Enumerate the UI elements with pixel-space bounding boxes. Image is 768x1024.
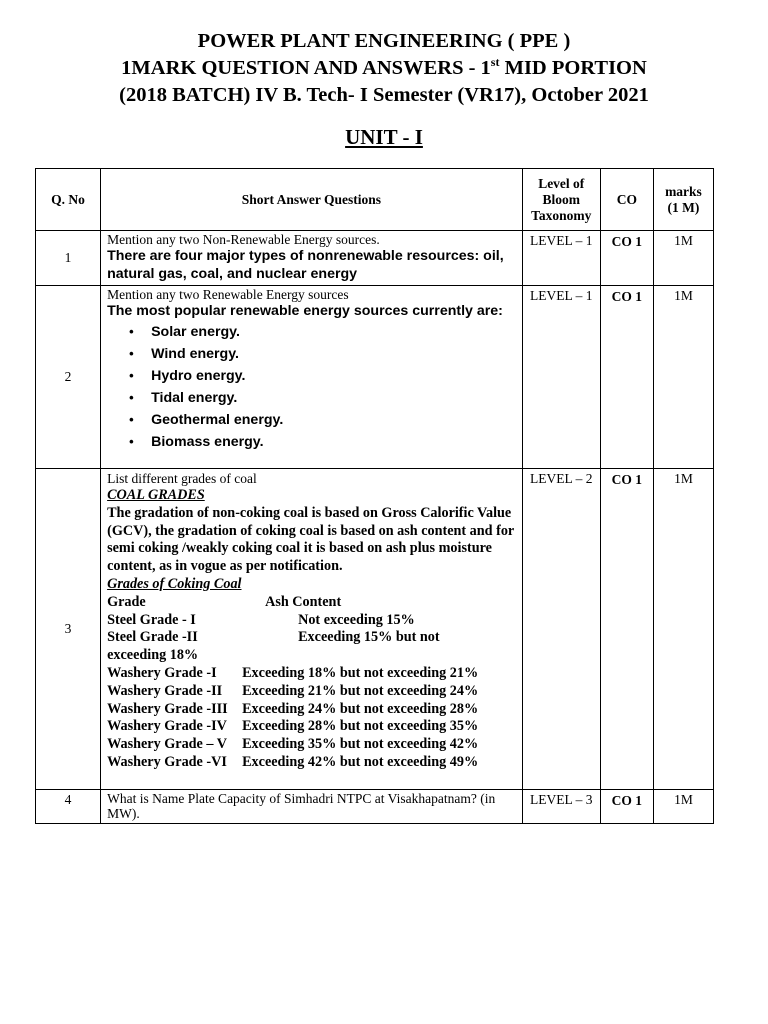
coal-gradation-paragraph: The gradation of non-coking coal is based on Gross Calorific Value (GCV), the gradation of coking coal is based on ash content and for semi coking /weakly coking coal it is based on ash plus moisture content, as in vogue as per notification. bbox=[107, 504, 514, 575]
grade-ash-content: Exceeding 15% but not bbox=[298, 629, 440, 646]
exam-subtitle-tail: MID PORTION bbox=[499, 57, 647, 79]
course-outcome: CO 1 bbox=[600, 790, 653, 824]
renewable-sources-list bbox=[107, 321, 518, 453]
question-number: 2 bbox=[36, 286, 101, 469]
table-row bbox=[36, 469, 714, 790]
marks: 1M bbox=[653, 286, 713, 469]
header-marks-line1: marks bbox=[665, 183, 702, 199]
bloom-level: LEVEL – 2 bbox=[522, 469, 600, 790]
grade-row bbox=[107, 701, 518, 719]
course-outcome: CO 1 bbox=[600, 286, 653, 469]
list-item: • Tidal energy. bbox=[151, 387, 518, 409]
table-row bbox=[36, 231, 714, 286]
coking-coal-title: Grades of Coking Coal bbox=[107, 575, 242, 592]
grade-row bbox=[107, 629, 518, 647]
course-title: POWER PLANT ENGINEERING ( PPE ) bbox=[197, 30, 571, 52]
table-row bbox=[36, 286, 714, 469]
question-number: 3 bbox=[36, 469, 101, 790]
batch-semester-line: (2018 BATCH) IV B. Tech- I Semester (VR17), October 2021 bbox=[119, 84, 649, 106]
ordinal-suffix: st bbox=[490, 55, 500, 69]
grade-header: Grade bbox=[107, 593, 146, 610]
coal-grades-title: COAL GRADES bbox=[107, 487, 205, 503]
bloom-level: LEVEL – 1 bbox=[522, 231, 600, 286]
header-co: CO bbox=[600, 169, 653, 231]
question-cell bbox=[101, 231, 523, 286]
grade-ash-content: Exceeding 35% but not exceeding 42% bbox=[242, 736, 479, 753]
header-marks-line2: (1 M) bbox=[667, 199, 700, 215]
header-level bbox=[522, 169, 600, 231]
grade-ash-content: Not exceeding 15% bbox=[298, 611, 415, 628]
question-text: What is Name Plate Capacity of Simhadri NTPC at Visakhapatnam? (in MW). bbox=[107, 791, 496, 821]
grade-ash-content-continued: exceeding 18% bbox=[107, 647, 199, 664]
marks: 1M bbox=[653, 231, 713, 286]
grade-name: Steel Grade - I bbox=[107, 611, 196, 628]
grade-row bbox=[107, 718, 518, 736]
bloom-level: LEVEL – 3 bbox=[522, 790, 600, 824]
list-item: • Biomass energy. bbox=[151, 431, 518, 453]
table-header-row bbox=[36, 169, 714, 231]
header-level-line3: Taxonomy bbox=[531, 207, 592, 223]
grade-name: Washery Grade -III bbox=[107, 700, 228, 717]
header-marks bbox=[653, 169, 713, 231]
question-text: Mention any two Renewable Energy sources bbox=[107, 287, 349, 302]
header-qno: Q. No bbox=[36, 169, 101, 231]
grade-name: Washery Grade -VI bbox=[107, 753, 227, 770]
questions-table bbox=[35, 168, 714, 824]
question-number: 1 bbox=[36, 231, 101, 286]
question-text: Mention any two Non-Renewable Energy sources. bbox=[107, 232, 380, 247]
grade-ash-content: Exceeding 21% but not exceeding 24% bbox=[242, 682, 479, 699]
grade-name: Washery Grade -II bbox=[107, 682, 223, 699]
header-level-line2: Bloom bbox=[542, 191, 581, 207]
grade-row bbox=[107, 612, 518, 630]
unit-title: UNIT - I bbox=[345, 125, 423, 149]
question-number: 4 bbox=[36, 790, 101, 824]
grade-name: Steel Grade -II bbox=[107, 629, 198, 646]
grade-ash-content: Exceeding 28% but not exceeding 35% bbox=[242, 718, 479, 735]
list-item: • Hydro energy. bbox=[151, 365, 518, 387]
grade-ash-content: Exceeding 18% but not exceeding 21% bbox=[242, 664, 479, 681]
list-item: • Geothermal energy. bbox=[151, 409, 518, 431]
question-cell bbox=[101, 790, 523, 824]
course-outcome: CO 1 bbox=[600, 231, 653, 286]
table-row bbox=[36, 790, 714, 824]
question-text: List different grades of coal bbox=[107, 471, 257, 486]
answer-text: The most popular renewable energy sources currently are: bbox=[107, 303, 503, 319]
header-questions: Short Answer Questions bbox=[101, 169, 523, 231]
exam-subtitle-text: 1MARK QUESTION AND ANSWERS - 1 bbox=[121, 57, 491, 79]
grade-ash-content: Exceeding 42% but not exceeding 49% bbox=[242, 753, 479, 770]
list-item: • Solar energy. bbox=[151, 321, 518, 343]
marks: 1M bbox=[653, 790, 713, 824]
grade-row bbox=[107, 665, 518, 683]
grade-row bbox=[107, 754, 518, 772]
document-header bbox=[0, 28, 768, 109]
exam-subtitle bbox=[0, 55, 768, 82]
grade-name: Washery Grade -IV bbox=[107, 718, 227, 735]
marks: 1M bbox=[653, 469, 713, 790]
header-level-line1: Level of bbox=[538, 175, 585, 191]
grade-ash-content: Exceeding 24% but not exceeding 28% bbox=[242, 700, 479, 717]
course-outcome: CO 1 bbox=[600, 469, 653, 790]
grade-name: Washery Grade -I bbox=[107, 664, 217, 681]
grade-header-row bbox=[107, 594, 518, 612]
question-cell bbox=[101, 286, 523, 469]
grade-row bbox=[107, 683, 518, 701]
question-cell bbox=[101, 469, 523, 790]
list-item: • Wind energy. bbox=[151, 343, 518, 365]
grade-row bbox=[107, 736, 518, 754]
ash-content-header: Ash Content bbox=[265, 593, 342, 610]
answer-text: There are four major types of nonrenewable resources: oil, natural gas, coal, and nuclear energy bbox=[107, 248, 504, 282]
bloom-level: LEVEL – 1 bbox=[522, 286, 600, 469]
grade-name: Washery Grade – V bbox=[107, 736, 228, 753]
